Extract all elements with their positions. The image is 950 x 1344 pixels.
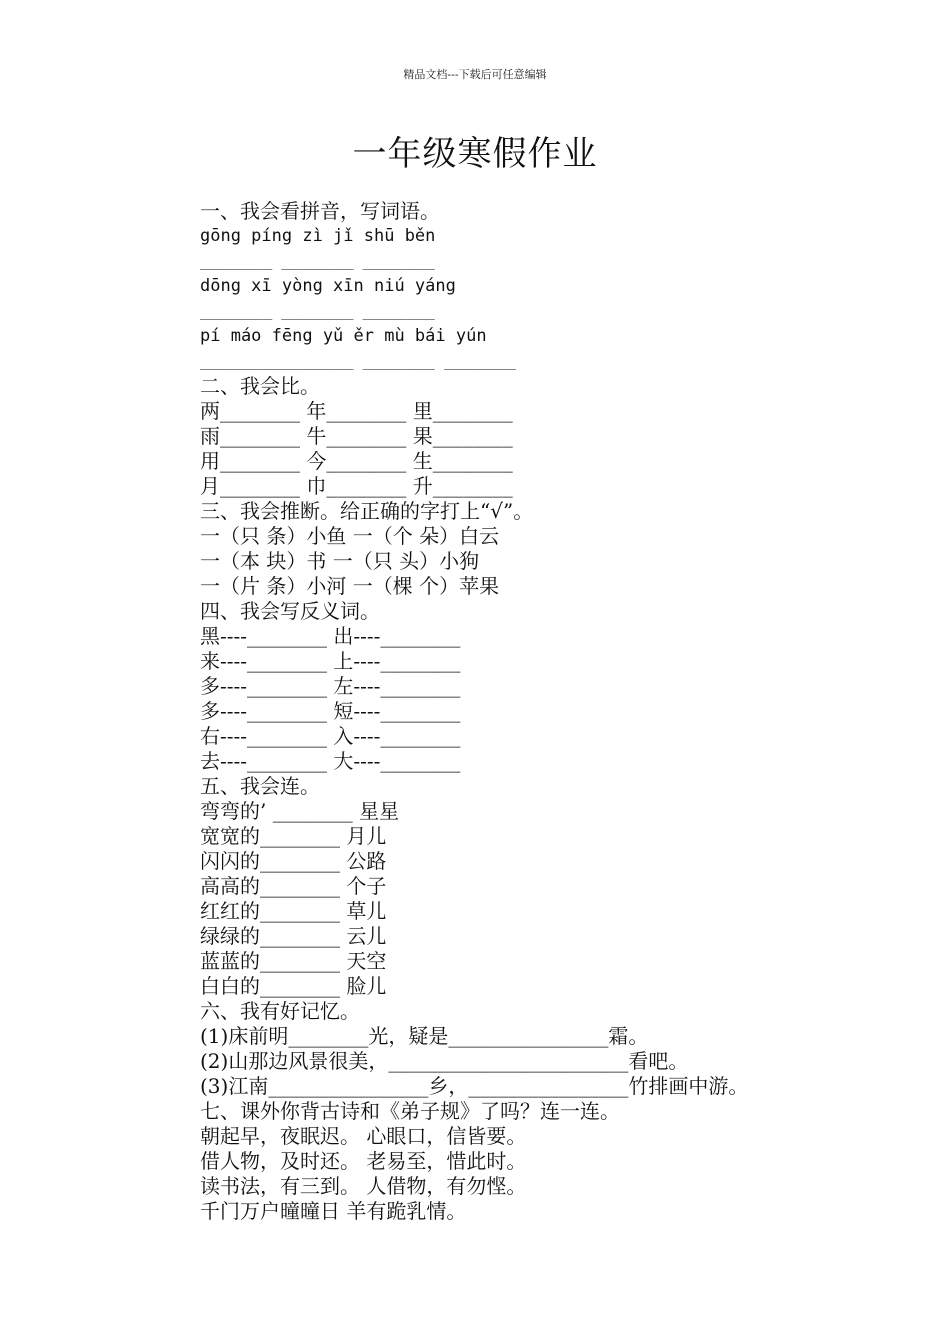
page-header: 精品文档---下载后可任意编辑 bbox=[403, 68, 547, 81]
answer-blanks: ________ ________ ________ bbox=[200, 302, 435, 320]
section-heading: 七、课外你背古诗和《弟子规》了吗？连一连。 bbox=[200, 1099, 620, 1123]
section-heading: 二、我会比。 bbox=[200, 374, 320, 398]
exercise-line: 多----________ 左----________ bbox=[200, 674, 461, 698]
exercise-line: 去----________ 大----________ bbox=[200, 749, 461, 773]
exercise-line: 红红的________ 草儿 bbox=[200, 899, 387, 923]
exercise-line: 多----________ 短----________ bbox=[200, 699, 461, 723]
answer-blanks: ________ ________ ________ bbox=[200, 252, 435, 270]
exercise-line: 右----________ 入----________ bbox=[200, 724, 461, 748]
exercise-line: 黑----________ 出----________ bbox=[200, 624, 461, 648]
exercise-line: 朝起早，夜眠迟。 心眼口，信皆要。 bbox=[200, 1124, 527, 1148]
exercise-line: 雨________ 牛________ 果________ bbox=[200, 424, 513, 448]
exercise-line: 读书法，有三到。 人借物，有勿悭。 bbox=[200, 1174, 527, 1198]
exercise-line: 月________ 巾________ 升________ bbox=[200, 474, 513, 498]
exercise-line: 一（只 条）小鱼 一（个 朵）白云 bbox=[200, 524, 500, 548]
section-heading: 五、我会连。 bbox=[200, 774, 320, 798]
exercise-line: 一（片 条）小河 一（棵 个）苹果 bbox=[200, 574, 500, 598]
exercise-line: 用________ 今________ 生________ bbox=[200, 449, 513, 473]
exercise-line: 一（本 块）书 一（只 头）小狗 bbox=[200, 549, 480, 573]
section-heading: 四、我会写反义词。 bbox=[200, 599, 380, 623]
exercise-line: 蓝蓝的________ 天空 bbox=[200, 949, 387, 973]
exercise-line: 两________ 年________ 里________ bbox=[200, 399, 513, 423]
exercise-line: 千门万户曈曈日 羊有跪乳情。 bbox=[200, 1199, 467, 1223]
worksheet-title: 一年级寒假作业 bbox=[352, 134, 598, 174]
exercise-line: (3)江南________________乡，________________竹排画中游。 bbox=[200, 1074, 749, 1098]
pinyin-line: pí máo fēng yǔ ěr mù bái yún bbox=[200, 326, 487, 346]
section-heading: 三、我会推断。给正确的字打上“√”。 bbox=[200, 499, 534, 523]
exercise-line: 高高的________ 个子 bbox=[200, 874, 387, 898]
answer-blanks: _________________ ________ ________ bbox=[200, 352, 517, 370]
worksheet-body bbox=[200, 199, 840, 1224]
exercise-line: 来----________ 上----________ bbox=[200, 649, 461, 673]
exercise-line: 宽宽的________ 月儿 bbox=[200, 824, 387, 848]
exercise-line: 绿绿的________ 云儿 bbox=[200, 924, 387, 948]
section-heading: 六、我有好记忆。 bbox=[200, 999, 360, 1023]
section-heading: 一、我会看拼音，写词语。 bbox=[200, 199, 440, 223]
exercise-line: 弯弯的’ ________ 星星 bbox=[200, 799, 400, 823]
pinyin-line: gōng píng zì jǐ shū běn bbox=[200, 226, 436, 246]
exercise-line: 闪闪的________ 公路 bbox=[200, 849, 387, 873]
exercise-line: (1)床前明________光，疑是________________霜。 bbox=[200, 1024, 649, 1048]
pinyin-line: dōng xī yòng xīn niú yáng bbox=[200, 276, 456, 296]
exercise-line: 白白的________ 脸儿 bbox=[200, 974, 387, 998]
exercise-line: 借人物，及时还。 老易至，惜此时。 bbox=[200, 1149, 527, 1173]
exercise-line: (2)山那边风景很美，________________________看吧。 bbox=[200, 1049, 689, 1073]
